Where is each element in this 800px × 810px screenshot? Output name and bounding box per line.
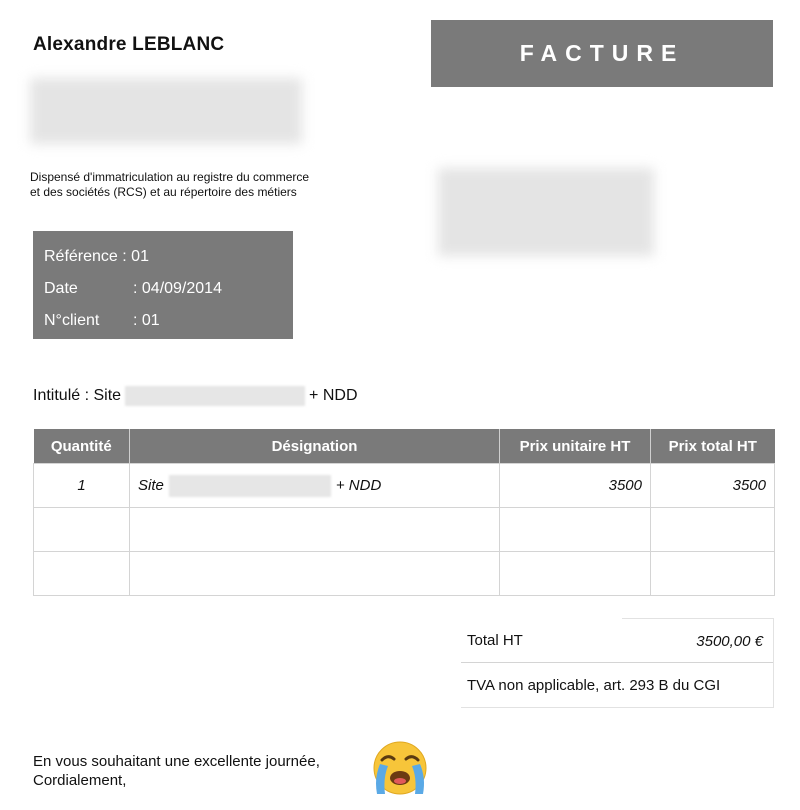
cell-total-price: 3500 — [651, 464, 775, 508]
document-title-banner — [431, 20, 773, 87]
tva-row — [461, 663, 774, 708]
reference-value: : 01 — [122, 248, 149, 265]
loudly-crying-face-icon — [368, 738, 432, 802]
closing-line1: En vous souhaitant une excellente journée, — [33, 753, 320, 770]
total-ht-cell — [622, 618, 774, 663]
redacted-issuer-address — [30, 78, 302, 144]
redacted-client-address — [438, 168, 654, 256]
cell-total-price — [651, 508, 775, 552]
table-header-row — [34, 429, 775, 464]
designation-suffix: + NDD — [335, 477, 382, 494]
table-row — [34, 508, 775, 552]
date-label: Date — [44, 280, 78, 297]
column-header-quantity: Quantité — [34, 429, 130, 464]
cell-quantity: 1 — [34, 464, 130, 508]
reference-row — [44, 247, 149, 267]
designation-prefix: Site — [138, 477, 164, 494]
redacted-site-name — [125, 386, 305, 406]
registration-note — [30, 170, 370, 200]
total-ht-value: 3500,00 € — [696, 633, 763, 650]
invoice-subject — [33, 386, 358, 406]
column-header-total-price: Prix total HT — [651, 429, 775, 464]
cell-unit-price — [500, 552, 651, 596]
registration-note-line2: et des sociétés (RCS) et au répertoire des métiers — [30, 185, 297, 199]
total-ht-label: Total HT — [467, 632, 523, 649]
date-value: : 04/09/2014 — [133, 280, 222, 297]
closing-line2: Cordialement, — [33, 772, 127, 789]
redacted-site-name — [169, 475, 331, 497]
reference-label: Référence — [44, 248, 118, 265]
table-row — [34, 552, 775, 596]
document-title: FACTURE — [519, 40, 685, 66]
issuer-name: Alexandre LEBLANC — [33, 34, 225, 55]
total-ht-row — [461, 618, 774, 663]
cell-unit-price: 3500 — [500, 464, 651, 508]
line-items-table — [33, 429, 775, 596]
tva-note: TVA non applicable, art. 293 B du CGI — [467, 677, 721, 694]
cell-designation — [130, 552, 500, 596]
closing-message — [33, 752, 320, 790]
column-header-unit-price: Prix unitaire HT — [500, 429, 651, 464]
client-number-row — [44, 311, 160, 331]
registration-note-line1: Dispensé d'immatriculation au registre du commerce — [30, 170, 310, 184]
reference-box — [33, 231, 293, 339]
cell-designation — [130, 508, 500, 552]
cell-unit-price — [500, 508, 651, 552]
date-row — [44, 279, 222, 299]
client-number-label: N°client — [44, 312, 100, 329]
cell-quantity — [34, 508, 130, 552]
client-number-value: : 01 — [133, 312, 160, 329]
totals-block — [461, 618, 774, 708]
cell-quantity — [34, 552, 130, 596]
subject-prefix: Intitulé : Site — [33, 387, 122, 404]
subject-suffix: + NDD — [309, 387, 358, 404]
cell-total-price — [651, 552, 775, 596]
column-header-designation: Désignation — [130, 429, 500, 464]
cell-designation — [130, 464, 500, 508]
table-row — [34, 464, 775, 508]
